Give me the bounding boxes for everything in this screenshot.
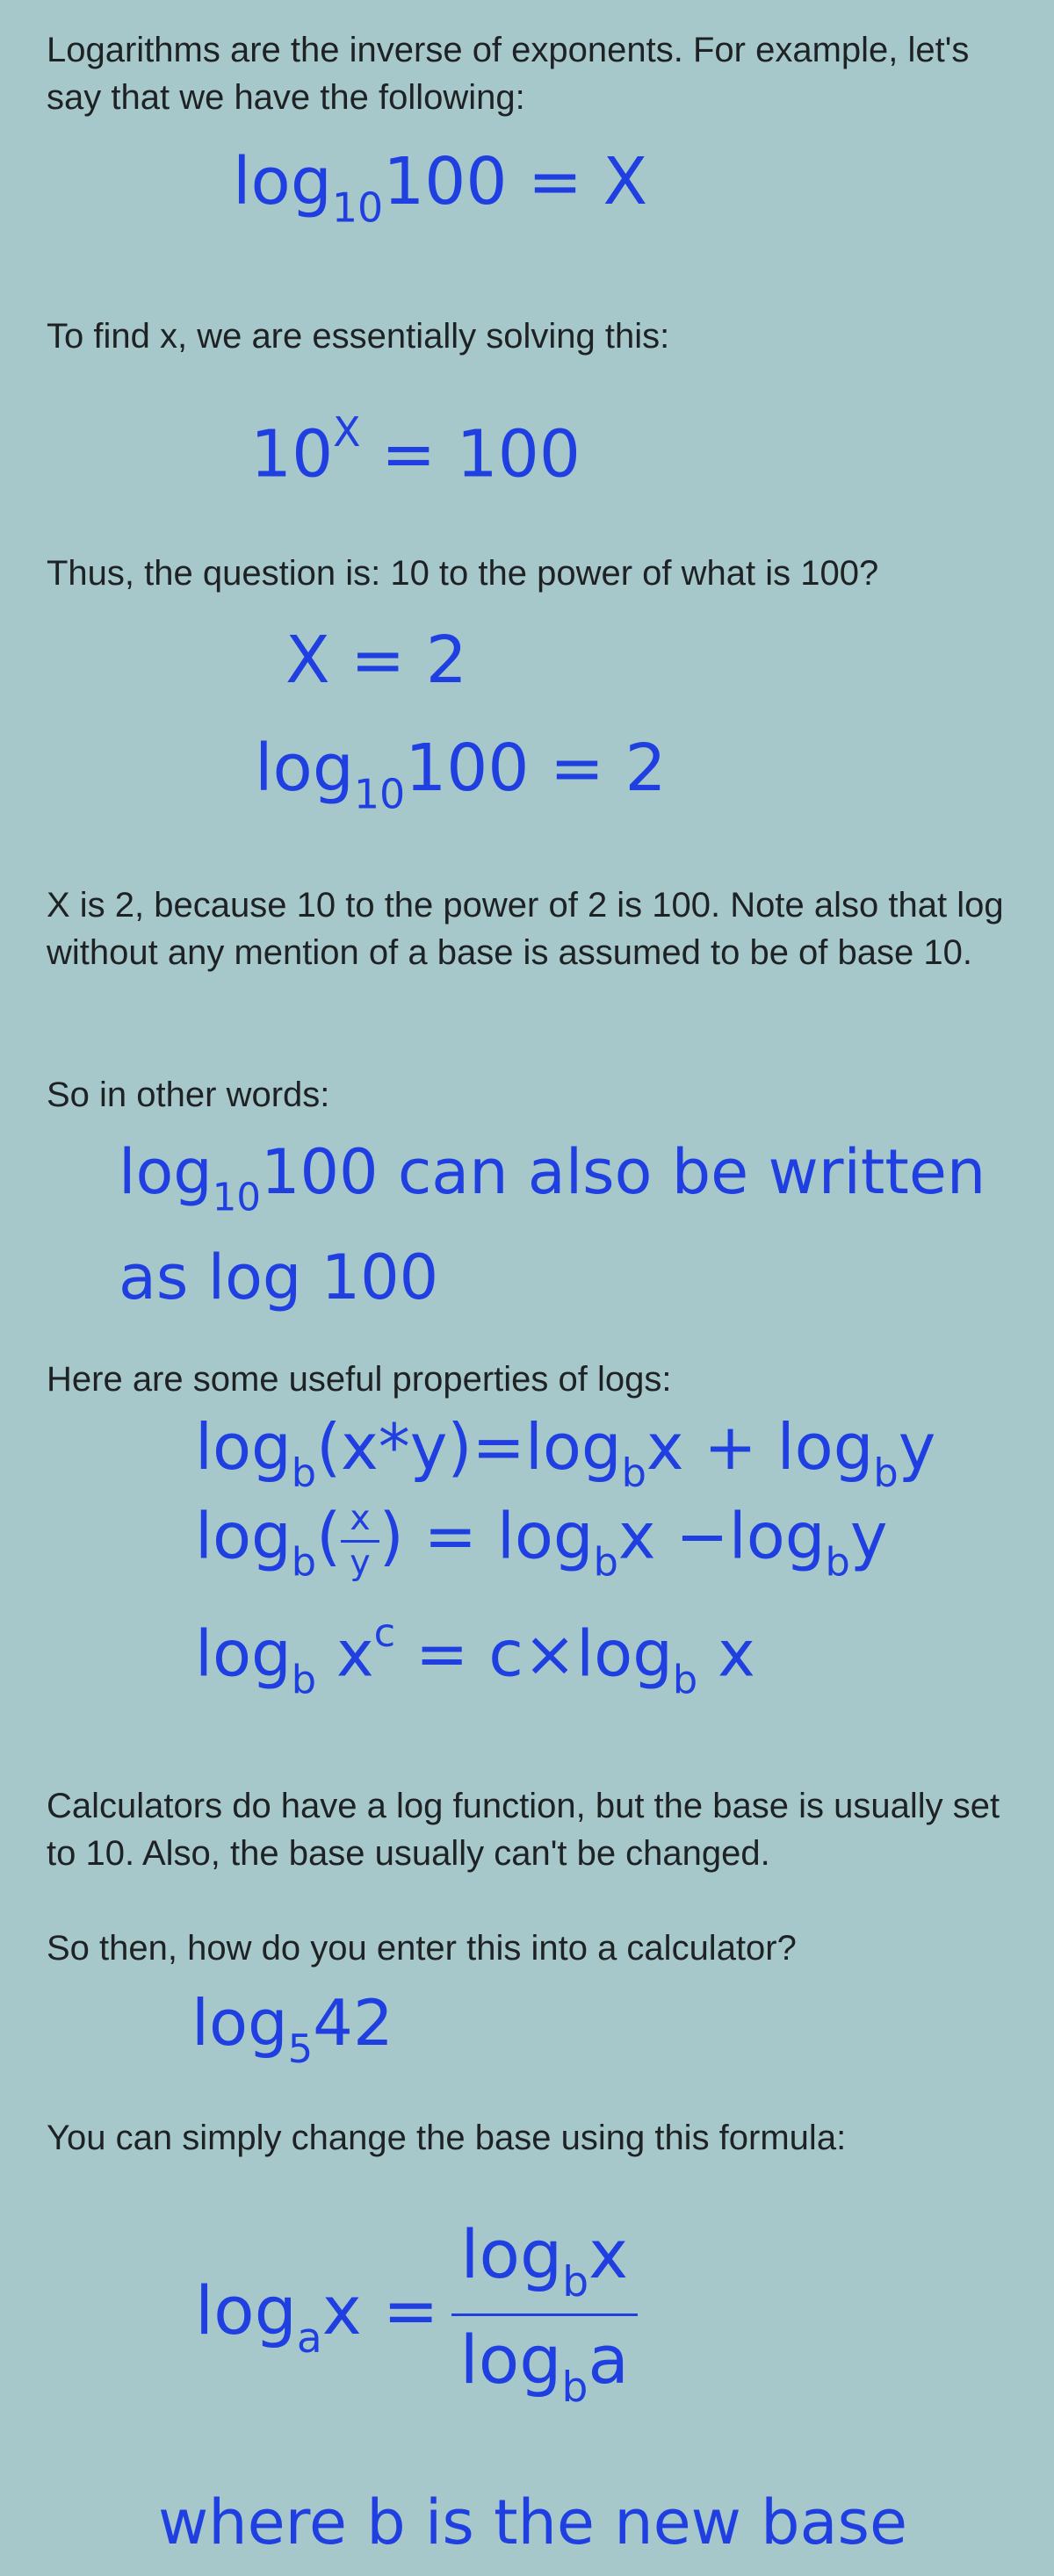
fraction-denominator: $\log_ba$ bbox=[459, 2321, 629, 2413]
quotient-fraction: $\frac{x}{y}$ bbox=[341, 1501, 379, 1580]
calculators-paragraph: Calculators do have a log function, but the base is usually set to 10. Also, the base usually can't be changed. bbox=[47, 1787, 1000, 1873]
fraction-bar bbox=[451, 2313, 638, 2316]
other-words-paragraph: So in other words: bbox=[47, 1076, 330, 1114]
enter-paragraph: So then, how do you enter this into a calculator? bbox=[47, 1929, 797, 1968]
property-product-rule: $\log_b(x*y)=\log_bx + \log_by$ bbox=[195, 1410, 936, 1497]
properties-paragraph: Here are some useful properties of logs: bbox=[47, 1360, 672, 1399]
intro-paragraph: Logarithms are the inverse of exponents. For example, let's say that we have the following: bbox=[47, 31, 970, 117]
equation-log10-100-equals-2: $\log_{10}100 = 2$ bbox=[255, 730, 667, 818]
change-of-base-fraction bbox=[451, 2215, 638, 2413]
change-of-base-formula: $\log_ax$ = $\frac{\log_bx}{\log_ba}$ bbox=[195, 2221, 638, 2409]
note-log10-100-also-written: $\log_{10}100$ can also be written bbox=[119, 1136, 986, 1220]
note-as-log-100: as log 100 bbox=[119, 1241, 439, 1313]
fraction-numerator: $\log_bx$ bbox=[460, 2215, 629, 2307]
change-base-paragraph: You can simply change the base using this formula: bbox=[47, 2119, 847, 2157]
where-b-is-new-base: where b is the new base bbox=[158, 2486, 908, 2558]
question-paragraph: Thus, the question is: 10 to the power of what is 100? bbox=[47, 554, 879, 593]
property-quotient-rule: $\log_b$( $\frac{x}{y}$ ) = $\log_bx -\log_by$ bbox=[195, 1498, 888, 1586]
example-log5-42: $\log_542$ bbox=[191, 1986, 393, 2073]
equation-x-equals-2: X = 2 bbox=[285, 622, 467, 698]
property-power-rule: $\log_b x^c = c\times\log_b$ x bbox=[195, 1610, 755, 1703]
x-is-2-paragraph: X is 2, because 10 to the power of 2 is 100. Note also that log without any mention of a base is assumed to be of base 10. bbox=[47, 886, 1004, 972]
equation-10-pow-x: $10^X = 100$ bbox=[250, 408, 581, 493]
find-x-paragraph: To find x, we are essentially solving this: bbox=[47, 317, 670, 356]
equation-log10-100-equals-x: $\log_{10}100 = X$ bbox=[233, 144, 648, 232]
